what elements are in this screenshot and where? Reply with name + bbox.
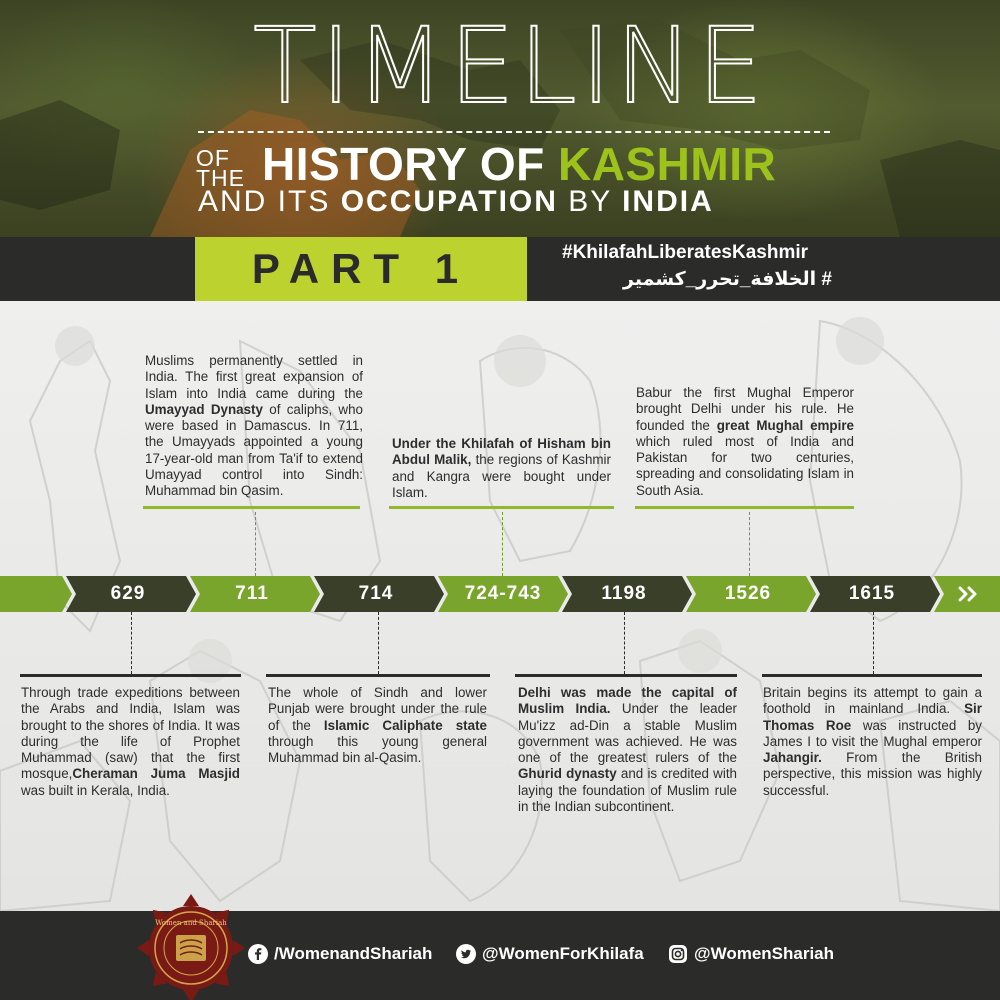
- event-1526-text: Babur the first Mughal Emperor brought Delhi under his rule. He founded the great Mughal empire which ruled most of India and Pakistan for two centuries, spreading and consolidating Islam in South Asia.: [636, 385, 854, 498]
- history-of-kashmir-heading: HISTORY OF KASHMIR: [262, 138, 777, 190]
- instagram-icon: [668, 944, 688, 964]
- event-711-text: Muslims permanently settled in India. The first great expansion of Islam into India came during the Umayyad Dynasty of caliphs, who were based in Damascus. In 711, the Umayyads appointed a young 17-year-old man from Ta'if to extend Umayyad control into Sindh: Muhammad bin Qasim.: [145, 353, 363, 499]
- event-1526-rule: [635, 506, 854, 509]
- event-714-rule: [266, 674, 490, 677]
- timeline-bar: [0, 576, 1000, 612]
- event-629-text: Through trade expeditions between the Arabs and India, Islam was brought to the shores of India. It was during the life of Prophet Muhammad (saw) that the first mosque,Cheraman Juma Masjid was built in Kerala, India.: [21, 685, 240, 798]
- event-1198-rule: [515, 674, 737, 677]
- timeline-year-629[interactable]: 629: [110, 583, 146, 604]
- hashtag-english[interactable]: #KhilafahLiberatesKashmir: [562, 242, 809, 263]
- event-1198-connector: [624, 612, 625, 674]
- event-629-rule: [20, 674, 241, 677]
- event-711-rule: [143, 506, 360, 509]
- event-711-connector: [255, 512, 256, 576]
- double-chevron-right-icon[interactable]: [944, 576, 994, 612]
- event-724-text: Under the Khilafah of Hisham bin Abdul Malik, the regions of Kashmir and Kangra were bought under Islam.: [392, 436, 611, 500]
- twitter-icon: [456, 944, 476, 964]
- header-banner: [0, 0, 1000, 237]
- event-1615-rule: [762, 674, 982, 677]
- hashtag-arabic[interactable]: # الخلافة_تحرر_كشمير: [623, 269, 832, 290]
- event-1615-text: Britain begins its attempt to gain a foothold in mainland India. Sir Thomas Roe was instructed by James I to visit the Mughal emperor Jahangir. From the British perspective, this mission was highly successful.: [763, 685, 983, 798]
- of-the-label: OF THE: [196, 145, 245, 191]
- timeline-title: TIMELINE: [253, 5, 767, 127]
- event-714-text: The whole of Sindh and lower Punjab were brought under the rule of the Islamic Caliphate state through this young general Muhammad bin al-Qasim.: [268, 685, 487, 766]
- event-724-rule: [389, 506, 614, 509]
- facebook-link[interactable]: /WomenandShariah: [248, 942, 432, 966]
- timeline-year-724-743[interactable]: 724-743: [464, 583, 542, 604]
- occupation-subheading: AND ITS OCCUPATION BY INDIA: [198, 185, 714, 218]
- event-1198-text: Delhi was made the capital of Muslim India. Under the leader Mu'izz ad-Din a stable Muslim government was achieved. He was one of the greatest rulers of the Ghurid dynasty and is credited with laying the foundation of Muslim rule in the Indian subcontinent.: [518, 685, 737, 815]
- title-divider: [198, 131, 830, 133]
- instagram-link[interactable]: @WomenShariah: [668, 942, 834, 966]
- event-724-connector: [502, 512, 503, 576]
- timeline-year-1615[interactable]: 1615: [848, 583, 896, 604]
- event-1615-connector: [873, 612, 874, 674]
- timeline-year-1198[interactable]: 1198: [601, 583, 647, 604]
- twitter-link[interactable]: @WomenForKhilafa: [456, 942, 644, 966]
- event-1526-connector: [749, 512, 750, 576]
- part-label: PART 1: [195, 237, 527, 301]
- kashmir-word: KASHMIR: [558, 138, 777, 190]
- timeline-year-1526[interactable]: 1526: [724, 583, 772, 604]
- event-714-connector: [378, 612, 379, 674]
- timeline-year-714[interactable]: 714: [358, 583, 394, 604]
- women-and-shariah-logo[interactable]: [136, 893, 246, 1000]
- svg-text:Women and Shariah: Women and Shariah: [155, 919, 227, 927]
- facebook-icon: [248, 944, 268, 964]
- event-629-connector: [131, 612, 132, 674]
- timeline-year-711[interactable]: 711: [235, 583, 269, 604]
